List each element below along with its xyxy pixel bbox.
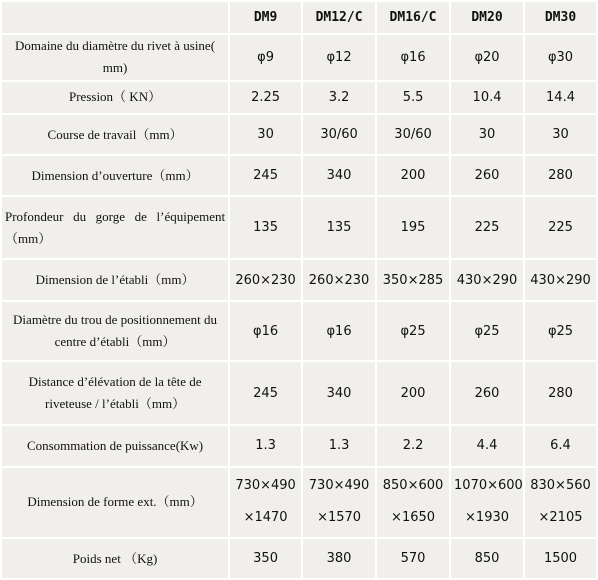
cell-value: 4.4 bbox=[451, 426, 523, 466]
header-row bbox=[2, 2, 596, 33]
cell-value: 1500 bbox=[525, 539, 596, 578]
model-header: DM12/C bbox=[303, 2, 375, 33]
table-row bbox=[2, 426, 596, 466]
cell-value: 245 bbox=[230, 156, 301, 195]
value-line-bottom: ×1470 bbox=[243, 510, 288, 526]
cell-value: 30 bbox=[230, 115, 301, 154]
cell-value: 280 bbox=[525, 362, 596, 423]
row-label: Profondeur du gorge de l’équipement （mm） bbox=[2, 197, 228, 258]
cell-value: 260×230 bbox=[303, 260, 375, 300]
table-row bbox=[2, 539, 596, 578]
cell-value: 350×285 bbox=[377, 260, 449, 300]
table-row bbox=[2, 82, 596, 114]
table-row bbox=[2, 362, 596, 423]
table-row bbox=[2, 302, 596, 360]
value-line-top: 830×560 bbox=[530, 478, 591, 494]
cell-value: φ25 bbox=[525, 302, 596, 360]
cell-value: 260×230 bbox=[230, 260, 301, 300]
value-line-top: 730×490 bbox=[235, 478, 296, 494]
cell-value: φ25 bbox=[451, 302, 523, 360]
table-row bbox=[2, 115, 596, 154]
row-label: Consommation de puissance(Kw) bbox=[2, 426, 228, 466]
cell-value: φ20 bbox=[451, 35, 523, 80]
cell-value: 430×290 bbox=[451, 260, 523, 300]
cell-value: 200 bbox=[377, 362, 449, 423]
table-row bbox=[2, 156, 596, 195]
cell-value: 30/60 bbox=[303, 115, 375, 154]
row-label: Diamètre du trou de positionnement du centre d’établi（mm） bbox=[2, 302, 228, 360]
row-label: Course de travail（mm） bbox=[2, 115, 228, 154]
row-label: Dimension de forme ext.（mm） bbox=[2, 468, 228, 538]
cell-value: 225 bbox=[525, 197, 596, 258]
cell-value: 1.3 bbox=[303, 426, 375, 466]
cell-value bbox=[303, 468, 375, 538]
table-row bbox=[2, 260, 596, 300]
cell-value bbox=[377, 468, 449, 538]
value-line-top: 730×490 bbox=[308, 478, 370, 494]
cell-value: 200 bbox=[377, 156, 449, 195]
value-line-top: 1070×600 bbox=[454, 478, 523, 494]
cell-value: 380 bbox=[303, 539, 375, 578]
cell-value: φ16 bbox=[377, 35, 449, 80]
model-header: DM30 bbox=[525, 2, 596, 33]
cell-value: φ16 bbox=[303, 302, 375, 360]
row-label: Poids net （Kg) bbox=[2, 539, 228, 578]
cell-value bbox=[230, 468, 301, 538]
cell-value: φ12 bbox=[303, 35, 375, 80]
cell-value bbox=[451, 468, 523, 538]
cell-value: 10.4 bbox=[451, 82, 523, 114]
table-row bbox=[2, 468, 596, 538]
value-line-bottom: ×1930 bbox=[465, 510, 510, 526]
cell-value: φ30 bbox=[525, 35, 596, 80]
table-row bbox=[2, 197, 596, 258]
cell-value: 570 bbox=[377, 539, 449, 578]
cell-value: φ25 bbox=[377, 302, 449, 360]
row-label: Dimension d’ouverture（mm） bbox=[2, 156, 228, 195]
cell-value: 30/60 bbox=[377, 115, 449, 154]
table-row bbox=[2, 35, 596, 80]
model-header: DM20 bbox=[451, 2, 523, 33]
cell-value: 260 bbox=[451, 156, 523, 195]
row-label: Domaine du diamètre du rivet à usine( mm) bbox=[2, 35, 228, 80]
cell-value: 135 bbox=[230, 197, 301, 258]
cell-value bbox=[525, 468, 596, 538]
cell-value: 850 bbox=[451, 539, 523, 578]
value-line-bottom: ×2105 bbox=[538, 510, 583, 526]
cell-value: 2.2 bbox=[377, 426, 449, 466]
model-header: DM9 bbox=[230, 2, 301, 33]
cell-value: 280 bbox=[525, 156, 596, 195]
cell-value: 225 bbox=[451, 197, 523, 258]
cell-value: 3.2 bbox=[303, 82, 375, 114]
cell-value: 260 bbox=[451, 362, 523, 423]
cell-value: 1.3 bbox=[230, 426, 301, 466]
corner-cell bbox=[2, 2, 228, 33]
cell-value: 2.25 bbox=[230, 82, 301, 114]
value-line-bottom: ×1570 bbox=[317, 510, 362, 526]
value-line-bottom: ×1650 bbox=[391, 510, 436, 526]
cell-value: 245 bbox=[230, 362, 301, 423]
model-header: DM16/C bbox=[377, 2, 449, 33]
cell-value: 195 bbox=[377, 197, 449, 258]
cell-value: 135 bbox=[303, 197, 375, 258]
row-label: Pression（ KN） bbox=[2, 82, 228, 114]
cell-value: 6.4 bbox=[525, 426, 596, 466]
cell-value: φ16 bbox=[230, 302, 301, 360]
cell-value: 340 bbox=[303, 362, 375, 423]
row-label: Dimension de l’établi（mm） bbox=[2, 260, 228, 300]
cell-value: 350 bbox=[230, 539, 301, 578]
row-label: Distance d’élévation de la tête de riveteuse / l’établi（mm） bbox=[2, 362, 228, 423]
cell-value: 30 bbox=[525, 115, 596, 154]
cell-value: 5.5 bbox=[377, 82, 449, 114]
cell-value: 14.4 bbox=[525, 82, 596, 114]
cell-value: 340 bbox=[303, 156, 375, 195]
cell-value: 430×290 bbox=[525, 260, 596, 300]
value-line-top: 850×600 bbox=[382, 478, 444, 494]
cell-value: 30 bbox=[451, 115, 523, 154]
cell-value: φ9 bbox=[230, 35, 301, 80]
